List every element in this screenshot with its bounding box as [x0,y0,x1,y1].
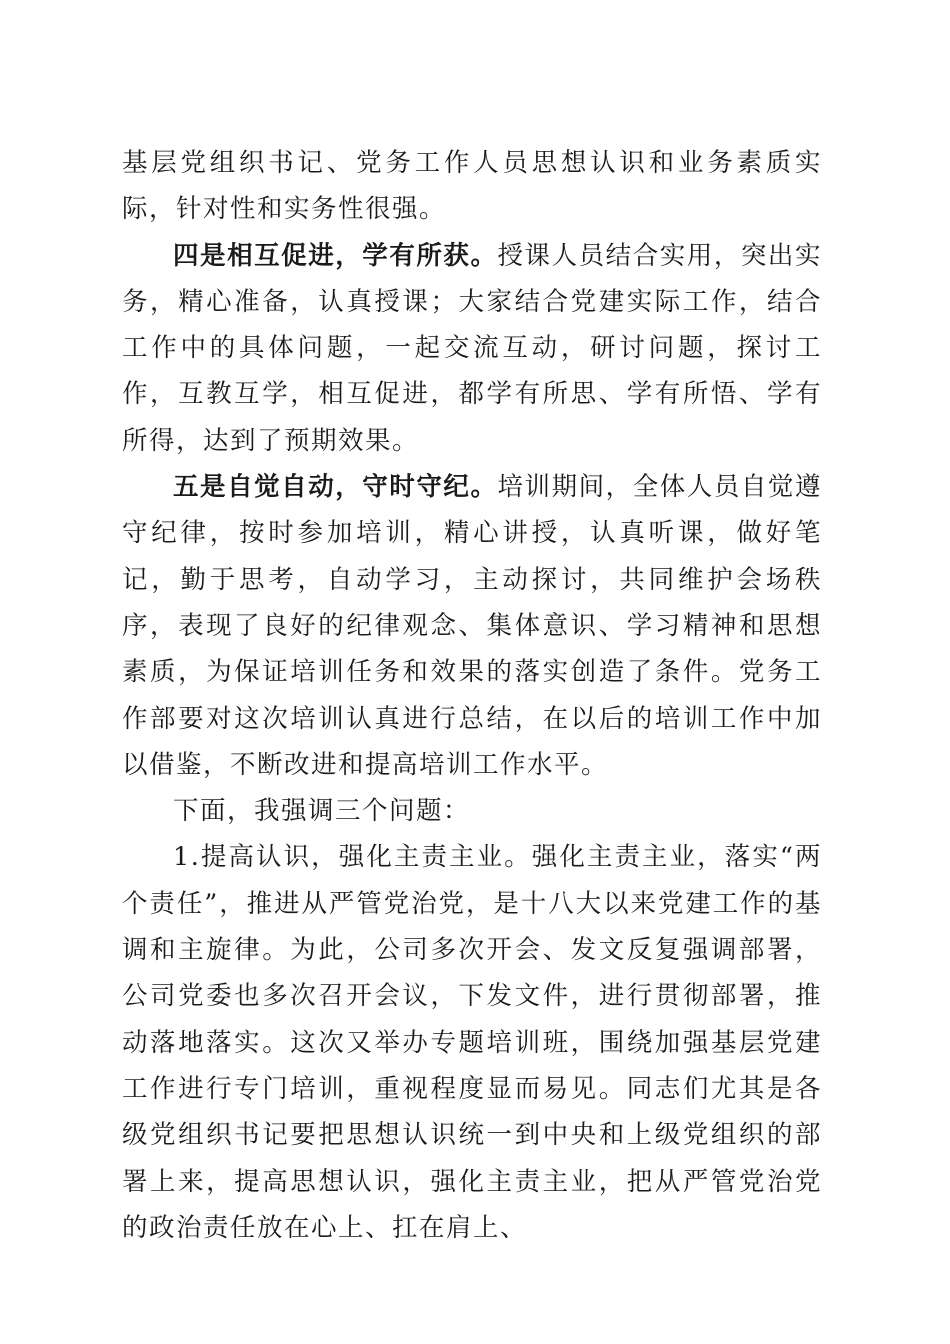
paragraph-continuation [122,140,822,233]
paragraph-text: 1.提高认识，强化主责主业。强化主责主业，落实“两个责任”，推进从严管党治党，是十八大以来党建工作的基调和主旋律。为此，公司多次开会、发文反复强调部署，公司党委也多次召开会议，下发文件，进行贯彻部署，推动落地落实。这次又举办专题培训班，围绕加强基层党建工作进行专门培训，重视程度显而易见。同志们尤其是各级党组织书记要把思想认识统一到中央和上级党组织的部署上来，提高思想认识，强化主责主业，把从严管党治党的政治责任放在心上、扛在肩上、 [122,842,822,1243]
paragraph-text: 基层党组织书记、党务工作人员思想认识和业务素质实际，针对性和实务性很强。 [122,148,822,225]
paragraph-transition [122,788,822,834]
document-body [122,140,822,1251]
paragraph-lead: 四是相互促进，学有所获。 [173,240,498,271]
paragraph-item-one [122,834,822,1251]
paragraph-lead: 五是自觉自动，守时守纪。 [173,472,498,503]
paragraph-point-four [122,233,822,464]
paragraph-text: 下面，我强调三个问题： [173,796,471,827]
paragraph-text: 授课人员结合实用，突出实务，精心准备，认真授课；大家结合党建实际工作，结合工作中的具体问题，一起交流互动，研讨问题，探讨工作，互教互学，相互促进，都学有所思、学有所悟、学有所得，达到了预期效果。 [122,240,822,456]
paragraph-text: 培训期间，全体人员自觉遵守纪律，按时参加培训，精心讲授，认真听课，做好笔记，勤于思考，自动学习，主动探讨，共同维护会场秩序，表现了良好的纪律观念、集体意识、学习精神和思想素质，为保证培训任务和效果的落实创造了条件。党务工作部要对这次培训认真进行总结，在以后的培训工作中加以借鉴，不断改进和提高培训工作水平。 [122,472,822,780]
paragraph-point-five [122,464,822,788]
